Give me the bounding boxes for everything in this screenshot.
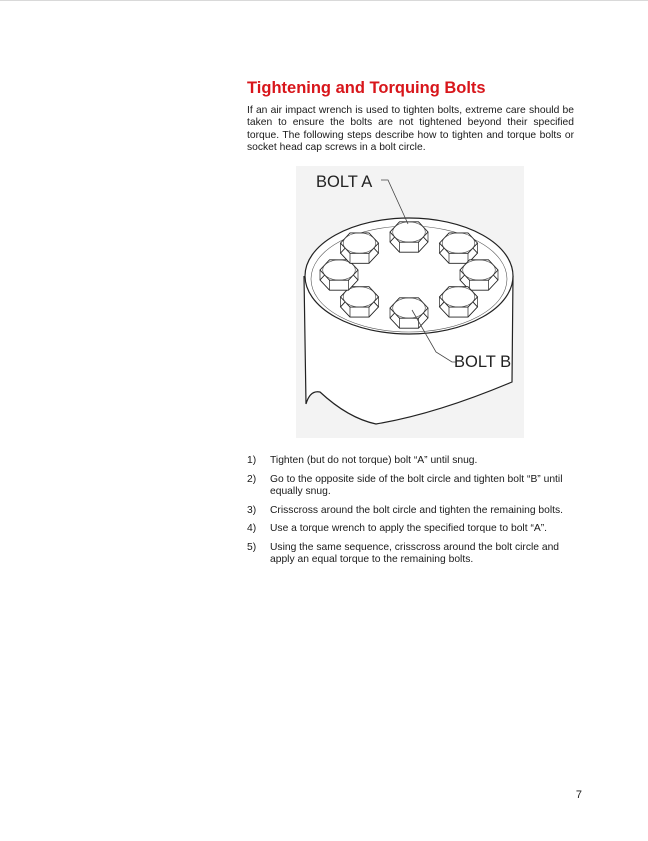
bolt-head xyxy=(440,287,478,317)
step-item xyxy=(247,542,577,567)
step-number: 4) xyxy=(247,523,257,535)
bolt-head xyxy=(341,233,379,263)
step-text: Use a torque wrench to apply the specified torque to bolt “A”. xyxy=(270,523,548,535)
step-item xyxy=(247,455,577,467)
step-item xyxy=(247,474,577,499)
step-text: Go to the opposite side of the bolt circle and tighten bolt “B” until equally snug. xyxy=(270,473,563,497)
step-number: 1) xyxy=(247,455,257,466)
intro-paragraph: If an air impact wrench is used to tighten bolts, extreme care should be taken to ensure the bolts are not tightened beyond their specified torque. The following steps describe how to tighten and torque bolts or socket head cap screws in a bolt circle. xyxy=(247,105,574,154)
bolt-head xyxy=(390,298,428,328)
page-number: 7 xyxy=(575,789,582,801)
bolt-head xyxy=(390,222,428,252)
bolt-head xyxy=(341,287,379,317)
step-item xyxy=(247,505,577,517)
step-item xyxy=(247,523,577,535)
step-text: Tighten (but do not torque) bolt “A” until snug. xyxy=(270,455,478,466)
page-title: Tightening and Torquing Bolts xyxy=(247,79,486,97)
bolt-head xyxy=(320,260,358,290)
top-rule xyxy=(0,0,648,1)
bolt-circle-figure xyxy=(296,166,524,438)
step-text: Using the same sequence, crisscross around the bolt circle and apply an equal torque to the remaining bolts. xyxy=(270,541,560,566)
bolt-head xyxy=(460,260,498,290)
bolt-head xyxy=(440,233,478,263)
step-text: Crisscross around the bolt circle and tighten the remaining bolts. xyxy=(270,504,564,516)
step-number: 2) xyxy=(247,473,257,485)
step-number: 3) xyxy=(247,504,257,516)
tightening-steps xyxy=(247,455,577,573)
bolt-a-label: BOLT A xyxy=(316,173,373,191)
step-number: 5) xyxy=(247,541,257,553)
bolt-circle-illustration xyxy=(296,166,524,438)
bolt-b-label: BOLT B xyxy=(454,353,512,371)
